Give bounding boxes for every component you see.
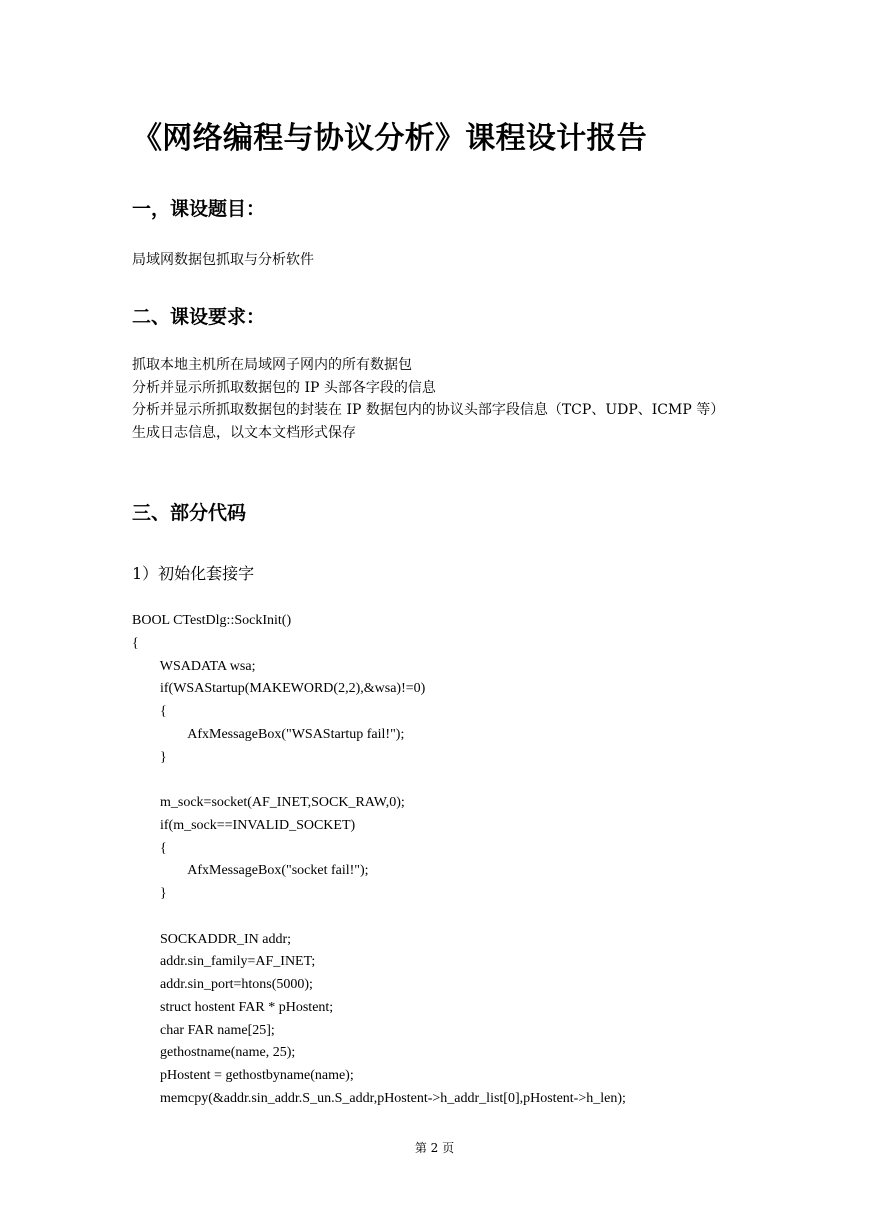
section-heading-topic: 一，课设题目： xyxy=(132,198,266,220)
code-line: { xyxy=(132,704,167,719)
code-line: { xyxy=(132,635,139,651)
code-line: addr.sin_family=AF_INET; xyxy=(132,954,316,970)
code-subheading: 1）初始化套接字 xyxy=(132,564,255,583)
code-line: addr.sin_port=htons(5000); xyxy=(132,977,313,992)
section-topic-text xyxy=(132,249,314,272)
report-title: 《网络编程与协议分析》课程设计报告 xyxy=(132,121,648,156)
code-line: } xyxy=(132,749,167,765)
text-line: 局域网数据包抓取与分析软件 xyxy=(132,252,314,268)
code-block xyxy=(132,610,626,1111)
code-line xyxy=(132,769,626,792)
section-heading-code: 三、部分代码 xyxy=(132,502,247,524)
code-line: } xyxy=(132,886,167,901)
page-number-footer: 第 2 页 xyxy=(414,1141,455,1155)
code-line: { xyxy=(132,840,167,856)
code-line: AfxMessageBox("socket fail!"); xyxy=(132,863,369,879)
code-line: struct hostent FAR * pHostent; xyxy=(132,999,334,1015)
requirement-line: 抓取本地主机所在局域网子网内的所有数据包 xyxy=(132,357,412,373)
code-line: AfxMessageBox("WSAStartup fail!"); xyxy=(132,726,405,742)
code-line: WSADATA wsa; xyxy=(132,658,256,674)
code-line: char FAR name[25]; xyxy=(132,1022,275,1038)
section-heading-requirements: 二、课设要求： xyxy=(132,306,266,328)
code-line: if(WSAStartup(MAKEWORD(2,2),&wsa)!=0) xyxy=(132,681,426,697)
code-line: m_sock=socket(AF_INET,SOCK_RAW,0); xyxy=(132,795,405,810)
code-line: BOOL CTestDlg::SockInit() xyxy=(132,613,292,628)
code-line: gethostname(name, 25); xyxy=(132,1045,296,1061)
code-line xyxy=(132,906,626,929)
code-line: memcpy(&addr.sin_addr.S_un.S_addr,pHostent->h_addr_list[0],pHostent->h_len); xyxy=(132,1090,626,1106)
requirement-line: 分析并显示所抓取数据包的封装在 IP 数据包内的协议头部字段信息（TCP、UDP、ICMP 等） xyxy=(132,402,725,419)
section-requirements-list xyxy=(132,354,724,444)
code-line: SOCKADDR_IN addr; xyxy=(132,931,292,947)
requirement-line: 分析并显示所抓取数据包的 IP 头部各字段的信息 xyxy=(132,379,436,396)
requirement-line: 生成日志信息，以文本文档形式保存 xyxy=(132,424,356,441)
code-line: pHostent = gethostbyname(name); xyxy=(132,1068,354,1083)
code-line: if(m_sock==INVALID_SOCKET) xyxy=(132,817,356,833)
